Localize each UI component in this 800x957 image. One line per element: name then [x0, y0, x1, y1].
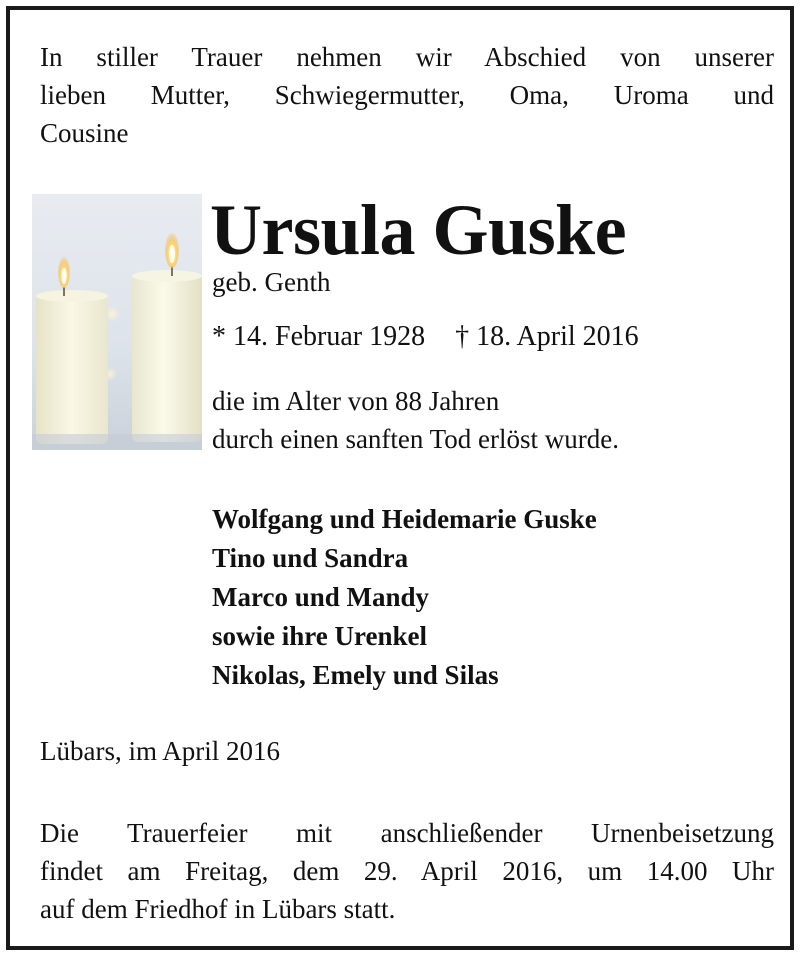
death-date: † 18. April 2016: [455, 321, 639, 352]
funeral-notice: [40, 814, 774, 928]
place-date: Lübars, im April 2016: [40, 736, 280, 766]
intro-line: Cousine: [40, 118, 129, 148]
birth-date: * 14. Februar 1928: [212, 321, 426, 352]
funeral-line: Die Trauerfeier mit anschließender Urnenbeisetzung: [40, 818, 774, 848]
intro-text: [40, 38, 774, 152]
funeral-line: auf dem Friedhof in Lübars statt.: [40, 894, 396, 924]
funeral-line: findet am Freitag, dem 29. April 2016, um 14.00 Uhr: [40, 856, 774, 886]
mourner: Marco und Mandy: [212, 582, 430, 612]
life-dates: [212, 318, 639, 356]
age-text: [212, 382, 619, 458]
deceased-name: Ursula Guske: [210, 190, 627, 270]
age-line: durch einen sanften Tod erlöst wurde.: [212, 424, 619, 454]
mourner: Wolfgang und Heidemarie Guske: [212, 504, 597, 534]
mourners-list: [212, 500, 597, 695]
obituary-frame: [6, 6, 794, 950]
mourner: Tino und Sandra: [212, 543, 409, 573]
age-line: die im Alter von 88 Jahren: [212, 386, 500, 416]
intro-line: In stiller Trauer nehmen wir Abschied von unserer: [40, 42, 774, 72]
candles-image: [32, 194, 202, 450]
mourner: sowie ihre Urenkel: [212, 621, 427, 651]
intro-line: lieben Mutter, Schwiegermutter, Oma, Uroma und: [40, 80, 774, 110]
maiden-name: geb. Genth: [212, 267, 331, 297]
mourner: Nikolas, Emely und Silas: [212, 660, 499, 690]
